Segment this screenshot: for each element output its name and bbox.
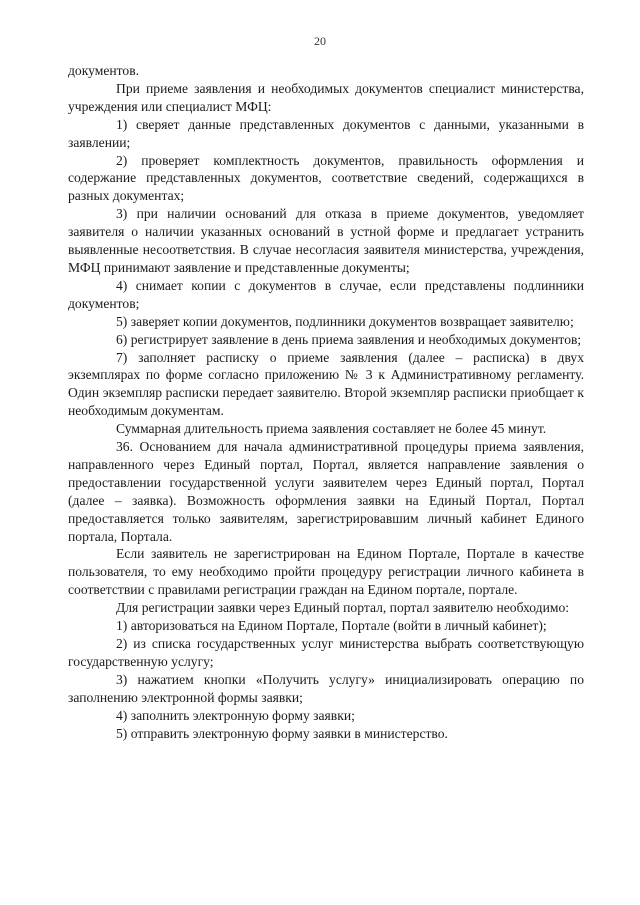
step-4-fill-form: 4) заполнить электронную форму заявки; bbox=[116, 707, 355, 723]
list-item-3-notify-refusal: 3) при наличии оснований для отказа в приеме документов, уведомляет заявителя о наличии указанных оснований в устной форме и предлагает устранить выявленные несоответствия. В случае несогласия заявителя министерства, учреждения, МФЦ принимают заявление и представленные документы; bbox=[68, 206, 584, 275]
list-item-5-certify: 5) заверяет копии документов, подлинники документов возвращает заявителю; bbox=[116, 313, 574, 329]
list-item-7-receipt: 7) заполняет расписку о приеме заявления (далее – расписка) в двух экземплярах по форме согласно приложению № 3 к Административному регламенту. Один экземпляр расписки передает заявителю. Второй экземпляр расписки приобщает к необходимым документам. bbox=[68, 349, 584, 419]
paragraph-36-portal-basis: 36. Основанием для начала административной процедуры приема заявления, направленного через Единый портал, Портал, является направление заявления о предоставлении государственной услуги заявителем через Единый портал, Портал (далее – заявка). Возможность оформления заявки на Единый Портал, Портал предоставляется только заявителям, зарегистрировавшим личный кабинет Единого портала, Портала. bbox=[68, 439, 584, 544]
list-item-4-copies: 4) снимает копии с документов в случае, если представлены подлинники документов; bbox=[68, 277, 584, 311]
paragraph-duration: Суммарная длительность приема заявления составляет не более 45 минут. bbox=[116, 421, 547, 437]
document-body bbox=[68, 62, 584, 742]
list-item-2-check-completeness: 2) проверяет комплектность документов, правильность оформления и содержание представленных документов, соответствие сведений, содержащихся в разных документах; bbox=[68, 152, 584, 204]
paragraph-continuation: документов. bbox=[68, 63, 140, 78]
step-1-authorize: 1) авторизоваться на Едином Портале, Портале (войти в личный кабинет); bbox=[116, 618, 547, 634]
list-item-6-register: 6) регистрирует заявление в день приема заявления и необходимых документов; bbox=[116, 331, 582, 347]
step-2-select-service: 2) из списка государственных услуг министерства выбрать соответствующую государственную услугу; bbox=[68, 636, 584, 669]
step-3-get-service-button: 3) нажатием кнопки «Получить услугу» инициализировать операцию по заполнению электронной формы заявки; bbox=[68, 671, 584, 705]
step-5-submit-form: 5) отправить электронную форму заявки в министерство. bbox=[116, 725, 448, 741]
paragraph-registration-required: Если заявитель не зарегистрирован на Едином Портале, Портале в качестве пользователя, то ему необходимо пройти процедуру регистрации личного кабинета в соответствии с правилами регистрации граждан на Едином портале, портале. bbox=[68, 546, 584, 598]
page-number: 20 bbox=[314, 34, 326, 48]
paragraph-registration-steps-intro: Для регистрации заявки через Единый портал, портал заявителю необходимо: bbox=[116, 600, 570, 616]
list-item-1-verify: 1) сверяет данные представленных документов с данными, указанными в заявлении; bbox=[68, 116, 584, 150]
paragraph-intake-intro: При приеме заявления и необходимых документов специалист министерства, учреждения или специалист МФЦ: bbox=[68, 80, 584, 114]
